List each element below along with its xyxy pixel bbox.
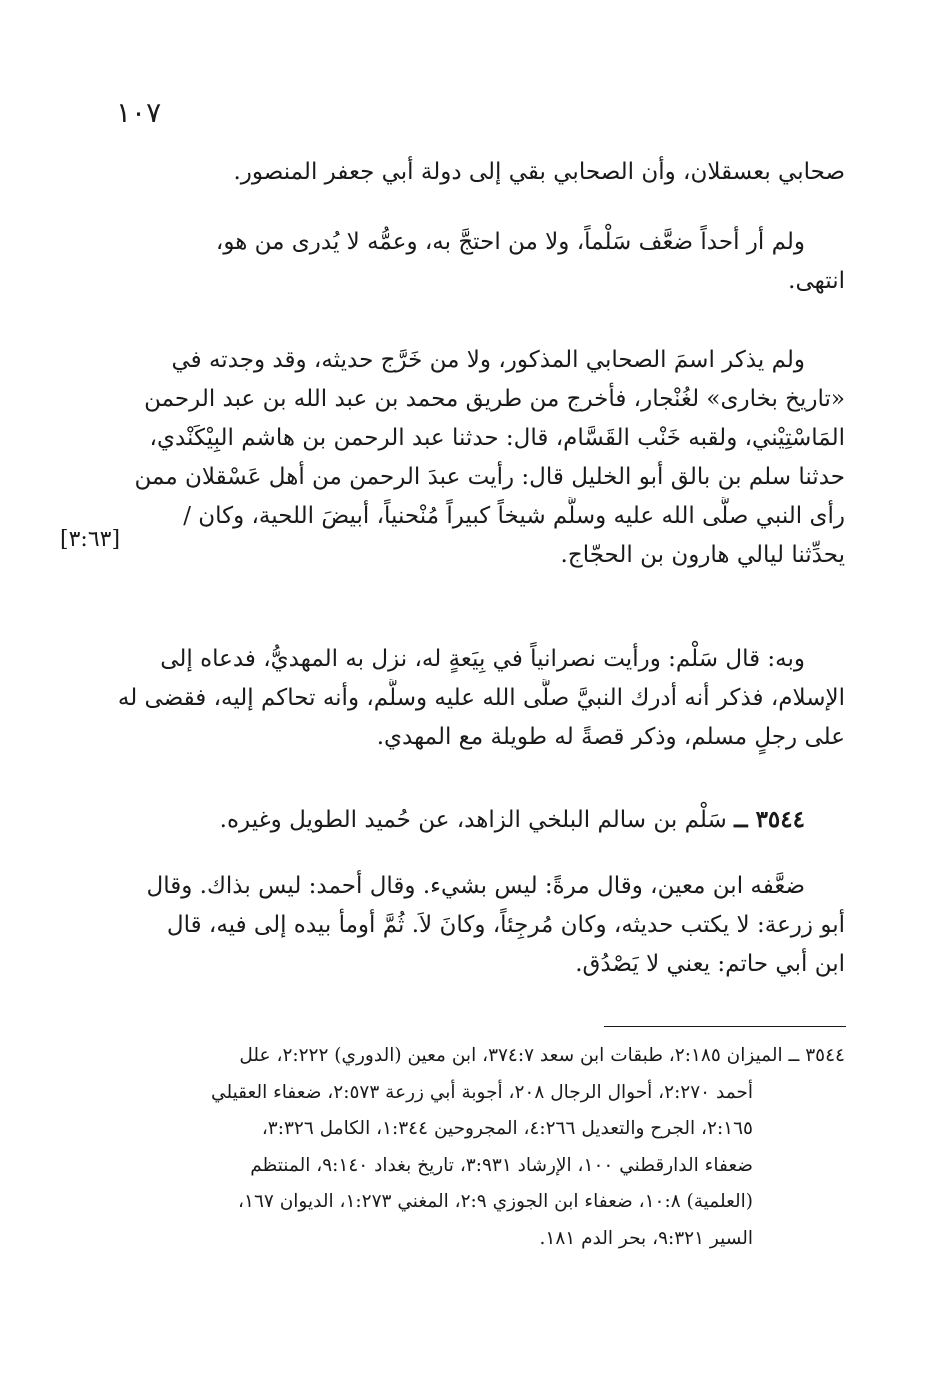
margin-reference: [٣:٦٣] xyxy=(60,527,121,552)
text-line: ابن أبي حاتم: يعني لا يَصْدُق. xyxy=(575,951,845,977)
text-line: صحابي بعسقلان، وأن الصحابي بقي إلى دولة أبي جعفر المنصور. xyxy=(233,159,845,185)
text-line: على رجلٍ مسلم، وذكر قصةً له طويلة مع المهدي. xyxy=(376,724,845,750)
text-line: ولم يذكر اسمَ الصحابي المذكور، ولا من خَرَّج حديثه، وقد وجدته في xyxy=(171,347,805,373)
footnote-line: السير ٩:٣٢١، بحر الدم ١٨١. xyxy=(539,1227,753,1249)
entry-heading xyxy=(118,800,845,840)
text-line: رأى النبي صلَّى الله عليه وسلَّم شيخاً كبيراً مُنْحنياً، أبيضَ اللحية، وكان / xyxy=(183,503,845,529)
text-line: الإسلام، فذكر أنه أدرك النبيَّ صلَّى الله عليه وسلَّم، وأنه تحاكم إليه، فقضى له xyxy=(118,685,845,711)
text-line: حدثنا سلم بن بالق أبو الخليل قال: رأيت عبدَ الرحمن من أهل عَسْقلان ممن xyxy=(134,464,845,490)
paragraph-1 xyxy=(118,153,845,192)
footnote-line: ضعفاء الدارقطني ١٠٠، الإرشاد ٣:٩٣١، تاريخ بغداد ٩:١٤٠، المنتظم xyxy=(250,1154,753,1176)
footnote-line: ٢:١٦٥، الجرح والتعديل ٤:٢٦٦، المجروحين ١:٣٤٤، الكامل ٣:٣٢٦، xyxy=(261,1118,753,1139)
entry-title: سَلْم بن سالم البلخي الزاهد، عن حُميد الطويل وغيره. xyxy=(219,807,727,833)
entry-number: ٣٥٤٤ ــ xyxy=(734,806,805,833)
text-line: أبو زرعة: لا يكتب حديثه، وكان مُرجِئاً، وكانَ لاَ. ثُمَّ أومأ بيده إلى فيه، قال xyxy=(166,912,845,938)
page-number: ١٠٧ xyxy=(116,96,162,129)
footnotes xyxy=(118,1038,845,1257)
footnote-line: ٣٥٤٤ ــ الميزان ٢:١٨٥، طبقات ابن سعد ٣٧٤:٧، ابن معين (الدوري) ٢:٢٢٢، علل xyxy=(239,1045,845,1066)
footnote-line: أحمد ٢:٢٧٠، أحوال الرجال ٢٠٨، أجوبة أبي زرعة ٢:٥٧٣، ضعفاء العقيلي xyxy=(211,1081,753,1103)
text-line: يحدِّثنا ليالي هارون بن الحجّاج. xyxy=(560,542,845,568)
text-line: انتهى. xyxy=(788,268,845,294)
text-line: ضعَّفه ابن معين، وقال مرةً: ليس بشيء. وقال أحمد: ليس بذاك. وقال xyxy=(146,873,805,899)
paragraph-5 xyxy=(118,867,845,984)
text-line: «تاريخ بخارى» لغُنْجار، فأخرج من طريق محمد بن عبد الله بن عبد الرحمن xyxy=(144,386,845,412)
text-line: المَاسْتِيْني، ولقبه خَنْب القَسَّام، قال: حدثنا عبد الرحمن بن هاشم البِيْكَنْدي، xyxy=(149,425,845,451)
text-line: وبه: قال سَلْم: ورأيت نصرانياً في بِيَعةٍ له، نزل به المهديُّ، فدعاه إلى xyxy=(160,646,805,672)
paragraph-2 xyxy=(118,223,845,301)
text-line: ولم أر أحداً ضعَّف سَلْماً، ولا من احتجَّ به، وعمُّه لا يُدرى من هو، xyxy=(215,229,805,255)
paragraph-4 xyxy=(118,640,845,757)
footnote-divider xyxy=(604,1026,846,1027)
footnote-line: (العلمية) ١٠:٨، ضعفاء ابن الجوزي ٢:٩، المغني ١:٢٧٣، الديوان ١٦٧، xyxy=(238,1191,753,1212)
paragraph-3 xyxy=(118,341,845,575)
text-line xyxy=(118,800,845,840)
